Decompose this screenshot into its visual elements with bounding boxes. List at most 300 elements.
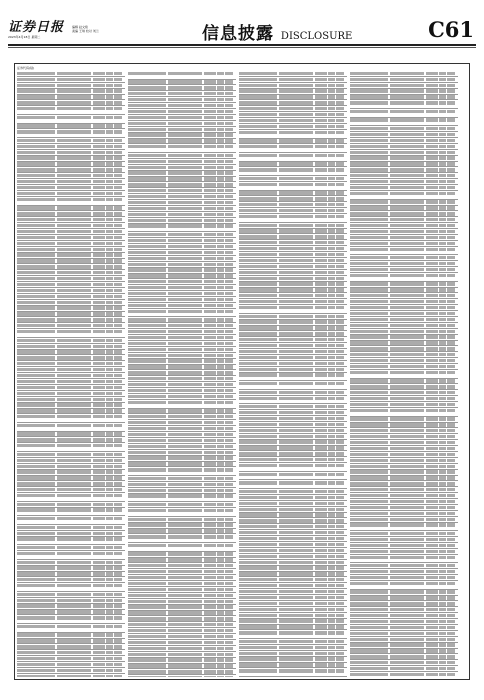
table-cell xyxy=(390,429,424,432)
section-title-en: DISCLOSURE xyxy=(280,31,353,42)
table-cell xyxy=(106,432,113,435)
table-cell xyxy=(225,439,233,442)
newspaper-logo: 证券日报 xyxy=(8,20,65,35)
table-cell xyxy=(114,330,122,333)
table-cell xyxy=(217,544,224,547)
table-cell xyxy=(426,242,438,245)
table-cell xyxy=(447,139,455,142)
table-cell xyxy=(93,356,105,359)
table-cell xyxy=(336,145,344,148)
table-cell xyxy=(225,658,233,661)
table-cell xyxy=(217,80,224,83)
table-cell xyxy=(17,84,55,87)
table-cell xyxy=(447,488,455,491)
table-cell xyxy=(350,139,388,142)
table-cell xyxy=(225,564,233,567)
table-cell xyxy=(225,286,233,289)
table-cell xyxy=(315,669,327,672)
table-cell xyxy=(239,247,277,250)
table-cell xyxy=(204,594,216,597)
table-cell xyxy=(279,625,313,628)
table-row xyxy=(128,508,236,517)
table-cell xyxy=(93,488,105,491)
table-cell xyxy=(57,156,91,159)
table-cell xyxy=(217,676,224,677)
table-cell xyxy=(350,602,388,605)
table-cell xyxy=(336,537,344,540)
table-cell xyxy=(279,162,313,165)
table-cell xyxy=(168,177,202,180)
table-cell xyxy=(350,655,388,658)
table-cell xyxy=(328,513,335,516)
table-cell xyxy=(217,509,224,512)
table-cell xyxy=(17,517,55,520)
table-cell xyxy=(17,271,55,274)
table-row xyxy=(17,115,125,124)
table-cell xyxy=(315,72,327,75)
table-cell xyxy=(225,576,233,579)
table-cell xyxy=(114,537,122,540)
table-row xyxy=(350,335,458,341)
table-cell xyxy=(128,421,166,424)
table-cell xyxy=(128,342,166,345)
table-cell xyxy=(315,440,327,443)
table-cell xyxy=(93,380,105,383)
table-cell xyxy=(447,78,455,81)
table-cell xyxy=(204,395,216,398)
table-cell xyxy=(315,397,327,400)
table-cell xyxy=(447,482,455,485)
table-row xyxy=(239,463,347,472)
table-cell xyxy=(128,318,166,321)
table-cell xyxy=(225,298,233,301)
table-cell xyxy=(315,177,327,180)
table-cell xyxy=(279,502,313,505)
table-cell xyxy=(114,663,122,666)
table-cell xyxy=(204,104,216,107)
table-cell xyxy=(225,224,233,227)
table-cell xyxy=(168,389,202,392)
table-cell xyxy=(315,549,327,552)
table-cell xyxy=(93,198,105,201)
table-cell xyxy=(168,427,202,430)
table-cell xyxy=(204,462,216,465)
table-row xyxy=(128,646,236,652)
table-cell xyxy=(93,465,105,468)
table-cell xyxy=(168,594,202,597)
section-title xyxy=(202,19,352,44)
table-cell xyxy=(128,588,166,591)
table-cell xyxy=(350,218,388,221)
table-cell xyxy=(315,657,327,660)
table-cell xyxy=(390,101,424,104)
table-cell xyxy=(106,599,113,602)
table-cell xyxy=(217,298,224,301)
table-cell xyxy=(106,398,113,401)
table-cell xyxy=(114,380,122,383)
table-cell xyxy=(390,365,424,368)
table-row xyxy=(128,212,236,218)
table-cell xyxy=(426,133,438,136)
table-cell xyxy=(57,306,91,309)
table-cell xyxy=(447,550,455,553)
table-cell xyxy=(390,318,424,321)
table-cell xyxy=(426,465,438,468)
table-cell xyxy=(17,253,55,256)
table-cell xyxy=(204,629,216,632)
table-cell xyxy=(439,614,446,617)
table-cell xyxy=(93,339,105,342)
table-cell xyxy=(93,415,105,418)
table-cell xyxy=(239,282,277,285)
table-cell xyxy=(447,429,455,432)
table-cell xyxy=(17,248,55,251)
table-cell xyxy=(439,620,446,623)
table-cell xyxy=(315,203,327,206)
table-row xyxy=(350,323,458,329)
table-cell xyxy=(93,212,105,215)
table-cell xyxy=(57,398,91,401)
table-cell xyxy=(447,84,455,87)
table-cell xyxy=(426,294,438,297)
table-cell xyxy=(447,661,455,664)
table-cell xyxy=(106,526,113,529)
table-cell xyxy=(168,154,202,157)
table-cell xyxy=(336,411,344,414)
table-cell xyxy=(217,104,224,107)
table-cell xyxy=(279,168,313,171)
table-cell xyxy=(128,292,166,295)
table-cell xyxy=(17,398,55,401)
table-cell xyxy=(426,379,438,382)
table-cell xyxy=(93,584,105,587)
table-cell xyxy=(279,473,313,476)
table-column-4 xyxy=(350,71,458,677)
table-cell xyxy=(168,86,202,89)
table-cell xyxy=(128,529,166,532)
table-row xyxy=(239,630,347,639)
table-cell xyxy=(17,651,55,654)
table-cell xyxy=(168,342,202,345)
table-cell xyxy=(106,174,113,177)
table-cell xyxy=(336,549,344,552)
table-cell xyxy=(128,92,166,95)
table-cell xyxy=(328,496,335,499)
table-cell xyxy=(217,122,224,125)
table-cell xyxy=(426,620,438,623)
table-cell xyxy=(93,669,105,672)
table-row xyxy=(350,581,458,590)
table-cell xyxy=(57,415,91,418)
table-cell xyxy=(336,125,344,128)
table-cell xyxy=(439,133,446,136)
table-cell xyxy=(128,383,166,386)
table-cell xyxy=(239,320,277,323)
table-cell xyxy=(328,423,335,426)
table-cell xyxy=(57,453,91,456)
table-cell xyxy=(350,186,388,189)
table-cell xyxy=(439,95,446,98)
table-cell xyxy=(93,424,105,427)
table-cell xyxy=(279,596,313,599)
table-cell xyxy=(328,502,335,505)
table-cell xyxy=(328,490,335,493)
table-row xyxy=(17,144,125,150)
table-cell xyxy=(114,476,122,479)
table-cell xyxy=(225,145,233,148)
table-cell xyxy=(225,348,233,351)
table-cell xyxy=(350,347,388,350)
table-cell xyxy=(350,306,388,309)
table-cell xyxy=(57,633,91,636)
table-cell xyxy=(114,599,122,602)
table-section-label: 证券代码(续) xyxy=(17,66,35,70)
table-cell xyxy=(239,373,277,376)
table-cell xyxy=(128,377,166,380)
table-cell xyxy=(426,256,438,259)
table-cell xyxy=(336,519,344,522)
table-cell xyxy=(239,411,277,414)
table-cell xyxy=(439,186,446,189)
table-cell xyxy=(128,389,166,392)
table-cell xyxy=(336,368,344,371)
table-cell xyxy=(17,663,55,666)
table-cell xyxy=(93,532,105,535)
table-cell xyxy=(106,180,113,183)
table-cell xyxy=(239,168,277,171)
table-cell xyxy=(168,139,202,142)
table-cell xyxy=(114,295,122,298)
table-cell xyxy=(328,84,335,87)
table-cell xyxy=(328,646,335,649)
table-cell xyxy=(390,306,424,309)
table-cell xyxy=(426,365,438,368)
table-row xyxy=(17,344,125,350)
table-cell xyxy=(447,288,455,291)
table-cell xyxy=(106,84,113,87)
table-row xyxy=(128,640,236,646)
table-cell xyxy=(328,162,335,165)
table-cell xyxy=(57,168,91,171)
table-cell xyxy=(239,350,277,353)
table-cell xyxy=(447,133,455,136)
table-cell xyxy=(390,632,424,635)
table-cell xyxy=(350,206,388,209)
table-cell xyxy=(390,403,424,406)
table-cell xyxy=(239,271,277,274)
table-cell xyxy=(168,239,202,242)
table-cell xyxy=(168,213,202,216)
table-cell xyxy=(447,667,455,670)
table-cell xyxy=(114,584,122,587)
table-cell xyxy=(328,652,335,655)
table-cell xyxy=(315,452,327,455)
table-cell xyxy=(57,356,91,359)
table-cell xyxy=(350,385,388,388)
table-row xyxy=(17,329,125,338)
table-cell xyxy=(225,445,233,448)
table-cell xyxy=(328,572,335,575)
table-cell xyxy=(93,107,105,110)
table-cell xyxy=(390,538,424,541)
table-cell xyxy=(328,177,335,180)
table-cell xyxy=(217,552,224,555)
table-cell xyxy=(315,566,327,569)
table-row xyxy=(350,464,458,470)
table-cell xyxy=(204,239,216,242)
table-cell xyxy=(328,168,335,171)
table-cell xyxy=(204,564,216,567)
table-cell xyxy=(106,368,113,371)
table-cell xyxy=(279,119,313,122)
table-cell xyxy=(217,274,224,277)
table-cell xyxy=(57,546,91,549)
table-cell xyxy=(57,206,91,209)
table-row xyxy=(128,165,236,171)
table-cell xyxy=(168,245,202,248)
table-cell xyxy=(350,488,388,491)
table-row xyxy=(17,604,125,610)
table-column-3 xyxy=(239,71,347,677)
table-cell xyxy=(57,295,91,298)
table-cell xyxy=(225,494,233,497)
table-cell xyxy=(336,429,344,432)
table-cell xyxy=(114,578,122,581)
table-cell xyxy=(106,639,113,642)
table-cell xyxy=(93,271,105,274)
table-cell xyxy=(350,512,388,515)
table-cell xyxy=(239,572,277,575)
table-cell xyxy=(350,156,388,159)
table-cell xyxy=(426,590,438,593)
table-cell xyxy=(114,186,122,189)
table-cell xyxy=(447,218,455,221)
table-cell xyxy=(439,312,446,315)
table-cell xyxy=(57,124,91,127)
table-cell xyxy=(168,280,202,283)
table-cell xyxy=(225,318,233,321)
table-cell xyxy=(204,219,216,222)
table-cell xyxy=(114,236,122,239)
table-cell xyxy=(239,177,277,180)
table-cell xyxy=(279,602,313,605)
table-cell xyxy=(93,633,105,636)
table-cell xyxy=(239,95,277,98)
table-cell xyxy=(114,218,122,221)
table-cell xyxy=(168,451,202,454)
table-cell xyxy=(168,110,202,113)
table-cell xyxy=(439,101,446,104)
table-cell xyxy=(57,265,91,268)
table-cell xyxy=(279,338,313,341)
table-cell xyxy=(328,440,335,443)
table-cell xyxy=(217,623,224,626)
table-cell xyxy=(93,277,105,280)
table-cell xyxy=(93,593,105,596)
table-cell xyxy=(315,572,327,575)
table-row xyxy=(239,305,347,314)
table-cell xyxy=(447,365,455,368)
table-cell xyxy=(447,435,455,438)
table-cell xyxy=(17,552,55,555)
table-cell xyxy=(350,95,388,98)
table-cell xyxy=(217,389,224,392)
table-cell xyxy=(279,513,313,516)
table-cell xyxy=(328,417,335,420)
table-cell xyxy=(279,154,313,157)
table-cell xyxy=(57,444,91,447)
table-cell xyxy=(106,645,113,648)
table-cell xyxy=(439,200,446,203)
table-cell xyxy=(390,397,424,400)
table-cell xyxy=(350,180,388,183)
table-cell xyxy=(225,122,233,125)
table-cell xyxy=(390,500,424,503)
table-cell xyxy=(390,256,424,259)
table-cell xyxy=(128,647,166,650)
table-cell xyxy=(204,263,216,266)
table-cell xyxy=(93,78,105,81)
table-cell xyxy=(426,151,438,154)
table-cell xyxy=(225,409,233,412)
table-cell xyxy=(204,330,216,333)
table-cell xyxy=(128,145,166,148)
table-cell xyxy=(106,669,113,672)
table-cell xyxy=(239,344,277,347)
table-cell xyxy=(350,151,388,154)
table-cell xyxy=(17,578,55,581)
table-cell xyxy=(128,80,166,83)
table-cell xyxy=(426,614,438,617)
table-cell xyxy=(426,649,438,652)
table-cell xyxy=(93,116,105,119)
table-cell xyxy=(390,151,424,154)
table-cell xyxy=(239,326,277,329)
table-row xyxy=(17,156,125,162)
table-cell xyxy=(439,300,446,303)
table-cell xyxy=(239,423,277,426)
table-cell xyxy=(390,341,424,344)
table-cell xyxy=(328,203,335,206)
table-row xyxy=(17,674,125,677)
table-cell xyxy=(57,470,91,473)
table-cell xyxy=(239,531,277,534)
table-cell xyxy=(225,92,233,95)
table-cell xyxy=(336,417,344,420)
table-cell xyxy=(426,168,438,171)
table-cell xyxy=(239,458,277,461)
table-cell xyxy=(426,236,438,239)
table-cell xyxy=(350,494,388,497)
masthead-rule-thin xyxy=(8,47,476,48)
table-cell xyxy=(128,348,166,351)
table-cell xyxy=(204,489,216,492)
table-cell xyxy=(114,156,122,159)
table-cell xyxy=(204,292,216,295)
table-cell xyxy=(225,676,233,677)
table-cell xyxy=(204,371,216,374)
table-row xyxy=(17,502,125,508)
table-cell xyxy=(128,576,166,579)
table-cell xyxy=(336,652,344,655)
table-row xyxy=(239,77,347,83)
table-cell xyxy=(114,230,122,233)
table-cell xyxy=(114,318,122,321)
table-cell xyxy=(128,427,166,430)
table-cell xyxy=(336,168,344,171)
table-cell xyxy=(390,371,424,374)
table-cell xyxy=(168,160,202,163)
